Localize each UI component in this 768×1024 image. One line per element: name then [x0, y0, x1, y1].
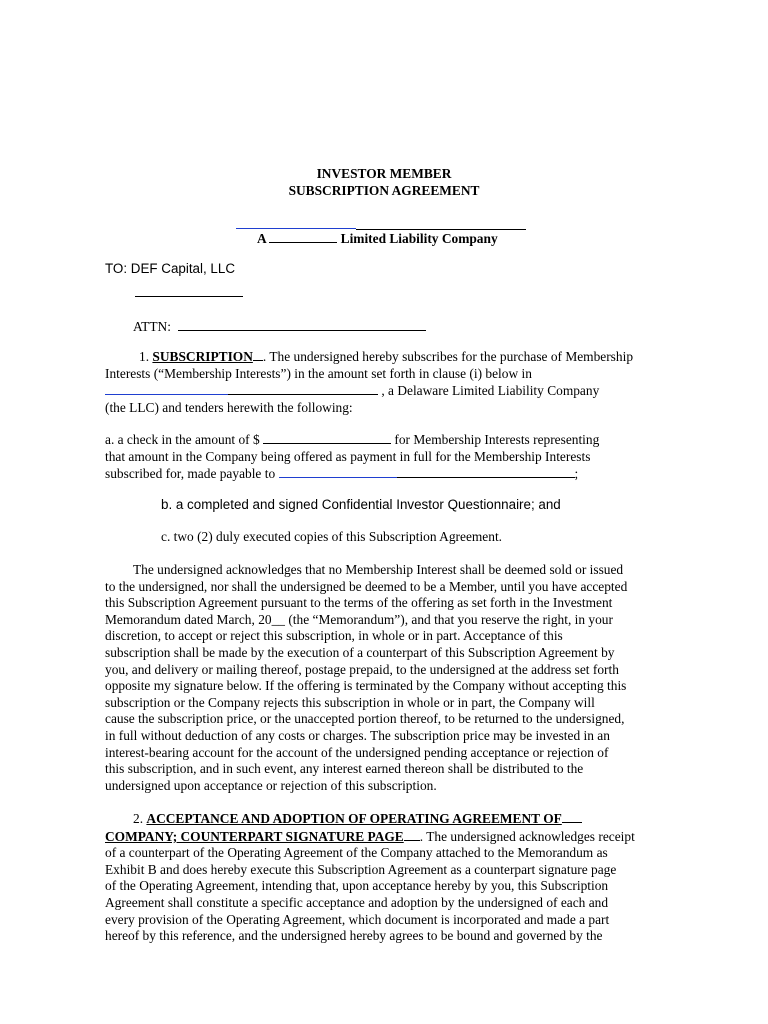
- acknowledgement-line: in full without deduction of any costs or charges. The subscription price may be invested in an: [105, 727, 610, 743]
- item-a-l3-prefix: subscribed for, made payable to: [105, 466, 276, 482]
- state-blank[interactable]: [269, 230, 337, 243]
- item-a: [105, 431, 625, 483]
- section-1-text-1: The undersigned hereby subscribes for the purchase of Membership: [269, 349, 634, 364]
- section-1-text-3: , a Delaware Limited Liability Company: [381, 383, 600, 399]
- payee-blank[interactable]: [397, 465, 575, 478]
- item-b: b. a completed and signed Confidential Investor Questionnaire; and: [161, 497, 561, 512]
- acknowledgement-line: undersigned upon acceptance or rejection of this subscription.: [105, 777, 437, 793]
- attn-blank[interactable]: [178, 330, 426, 331]
- item-a-line-2: that amount in the Company being offered as payment in full for the Membership Interests: [105, 448, 591, 464]
- item-a-prefix: a. a check in the amount of $: [105, 432, 260, 447]
- acknowledgement-line: you, and delivery or mailing thereof, postage prepaid, to the undersigned at the address set forth: [105, 661, 619, 677]
- item-c: c. two (2) duly executed copies of this Subscription Agreement.: [161, 529, 503, 544]
- acknowledgement-line: discretion, to accept or reject this subscription, in whole or in part. Acceptance of this: [105, 628, 563, 644]
- acknowledgement-line: this subscription, and in such event, any interest earned thereon shall be distributed to the: [105, 761, 584, 777]
- acknowledgement-line: cause the subscription price, or the unaccepted portion thereof, to be returned to the undersigned,: [105, 711, 625, 727]
- section-2-line: hereof by this reference, and the undersigned hereby agrees to be bound and governed by the: [105, 928, 603, 944]
- section-1: 1. SUBSCRIPTION . The undersigned hereby subscribes for the purchase of Membership Interests (“Membership Interests”) in the amount set forth in clause (i) below in , a Delaware Limited Liability Company (the LLC) and tenders herewith the following:: [105, 349, 634, 415]
- llc-name-blank-blue[interactable]: [105, 382, 228, 395]
- attn-label: ATTN:: [133, 319, 171, 334]
- title-line-1: INVESTOR MEMBER: [316, 166, 452, 181]
- item-a-l3-suffix: ;: [574, 466, 579, 482]
- company-prefix: A: [257, 231, 266, 246]
- company-name-blank-blue[interactable]: [236, 228, 356, 229]
- section-2-heading-1: ACCEPTANCE AND ADOPTION OF OPERATING AGREEMENT OF: [146, 811, 562, 826]
- section-2-text-2: The undersigned acknowledges receipt: [426, 828, 635, 844]
- acknowledgement-line: this Subscription Agreement pursuant to the terms of the offering as set forth in the Investment: [105, 595, 613, 611]
- payee-blank-blue[interactable]: [279, 465, 397, 478]
- section-1-text-2: Interests (“Membership Interests”) in the amount set forth in clause (i) below in: [105, 365, 532, 381]
- section-2-line: of the Operating Agreement, intending that, upon acceptance hereby by you, this Subscription: [105, 878, 609, 894]
- section-2-line: of a counterpart of the Operating Agreement of the Company attached to the Memorandum as: [105, 845, 608, 861]
- company-suffix: Limited Liability Company: [340, 231, 498, 246]
- acknowledgement-line: opposite my signature below. If the offering is terminated by the Company without accepting this: [105, 678, 627, 694]
- section-2-number: 2.: [133, 811, 144, 826]
- acknowledgement-line: Memorandum dated March, 20__ (the “Memorandum”), and that you reserve the right, in your: [105, 611, 613, 627]
- section-1-heading: SUBSCRIPTION: [152, 349, 253, 364]
- section-2-heading-2: COMPANY; COUNTERPART SIGNATURE PAGE: [105, 828, 404, 844]
- to-blank[interactable]: [135, 296, 243, 297]
- section-2-line: Agreement shall constitute a specific acceptance and adoption by the undersigned of each and: [105, 894, 609, 910]
- section-1-number: 1.: [139, 349, 150, 364]
- acknowledgement-line: to the undersigned, nor shall the undersigned be deemed to be a Member, until you have accepted: [105, 578, 628, 594]
- item-a-suffix: for Membership Interests representing: [394, 432, 600, 447]
- llc-name-blank[interactable]: [228, 382, 378, 395]
- acknowledgement-line: subscription shall be made by the execution of a counterpart of this Subscription Agreement by: [105, 644, 615, 660]
- acknowledgement-line: interest-bearing account for the account of the undersigned pending acceptance or rejection of: [105, 744, 609, 760]
- acknowledgement-line: subscription or the Company rejects this subscription in whole or in part, the Company will: [105, 694, 595, 710]
- to-line: TO: DEF Capital, LLC: [105, 261, 235, 276]
- section-2-line: Exhibit B and does hereby execute this Subscription Agreement as a counterpart signature page: [105, 861, 617, 877]
- section-2: 2. ACCEPTANCE AND ADOPTION OF OPERATING AGREEMENT OF COMPANY; COUNTERPART SIGNATURE PAGE . The undersigned acknowledges receipt of a counterpart of the Operating Agreement of the Company attached to the Memorandum as Exhibit B and does hereby execute this Subscription Agreement as a counterpart signature page of the Operating Agreement, intending that, upon acceptance hereby by you, this Subscription Agreement shall constitute a specific acceptance and adoption by the undersigned of each and every provision of the Operating Agreement, which document is incorporated and made a part hereof by this reference, and the undersigned hereby agrees to be bound and governed by the: [105, 811, 635, 944]
- section-2-line: every provision of the Operating Agreement, which document is incorporated and made a part: [105, 911, 610, 927]
- section-1-text-4: (the LLC) and tenders herewith the following:: [105, 399, 353, 415]
- acknowledgement-line: The undersigned acknowledges that no Membership Interest shall be deemed sold or issued: [133, 562, 624, 577]
- company-line: [257, 230, 498, 248]
- amount-blank[interactable]: [263, 431, 391, 444]
- title-line-2: SUBSCRIPTION AGREEMENT: [288, 183, 480, 198]
- acknowledgement-paragraph: [105, 562, 628, 794]
